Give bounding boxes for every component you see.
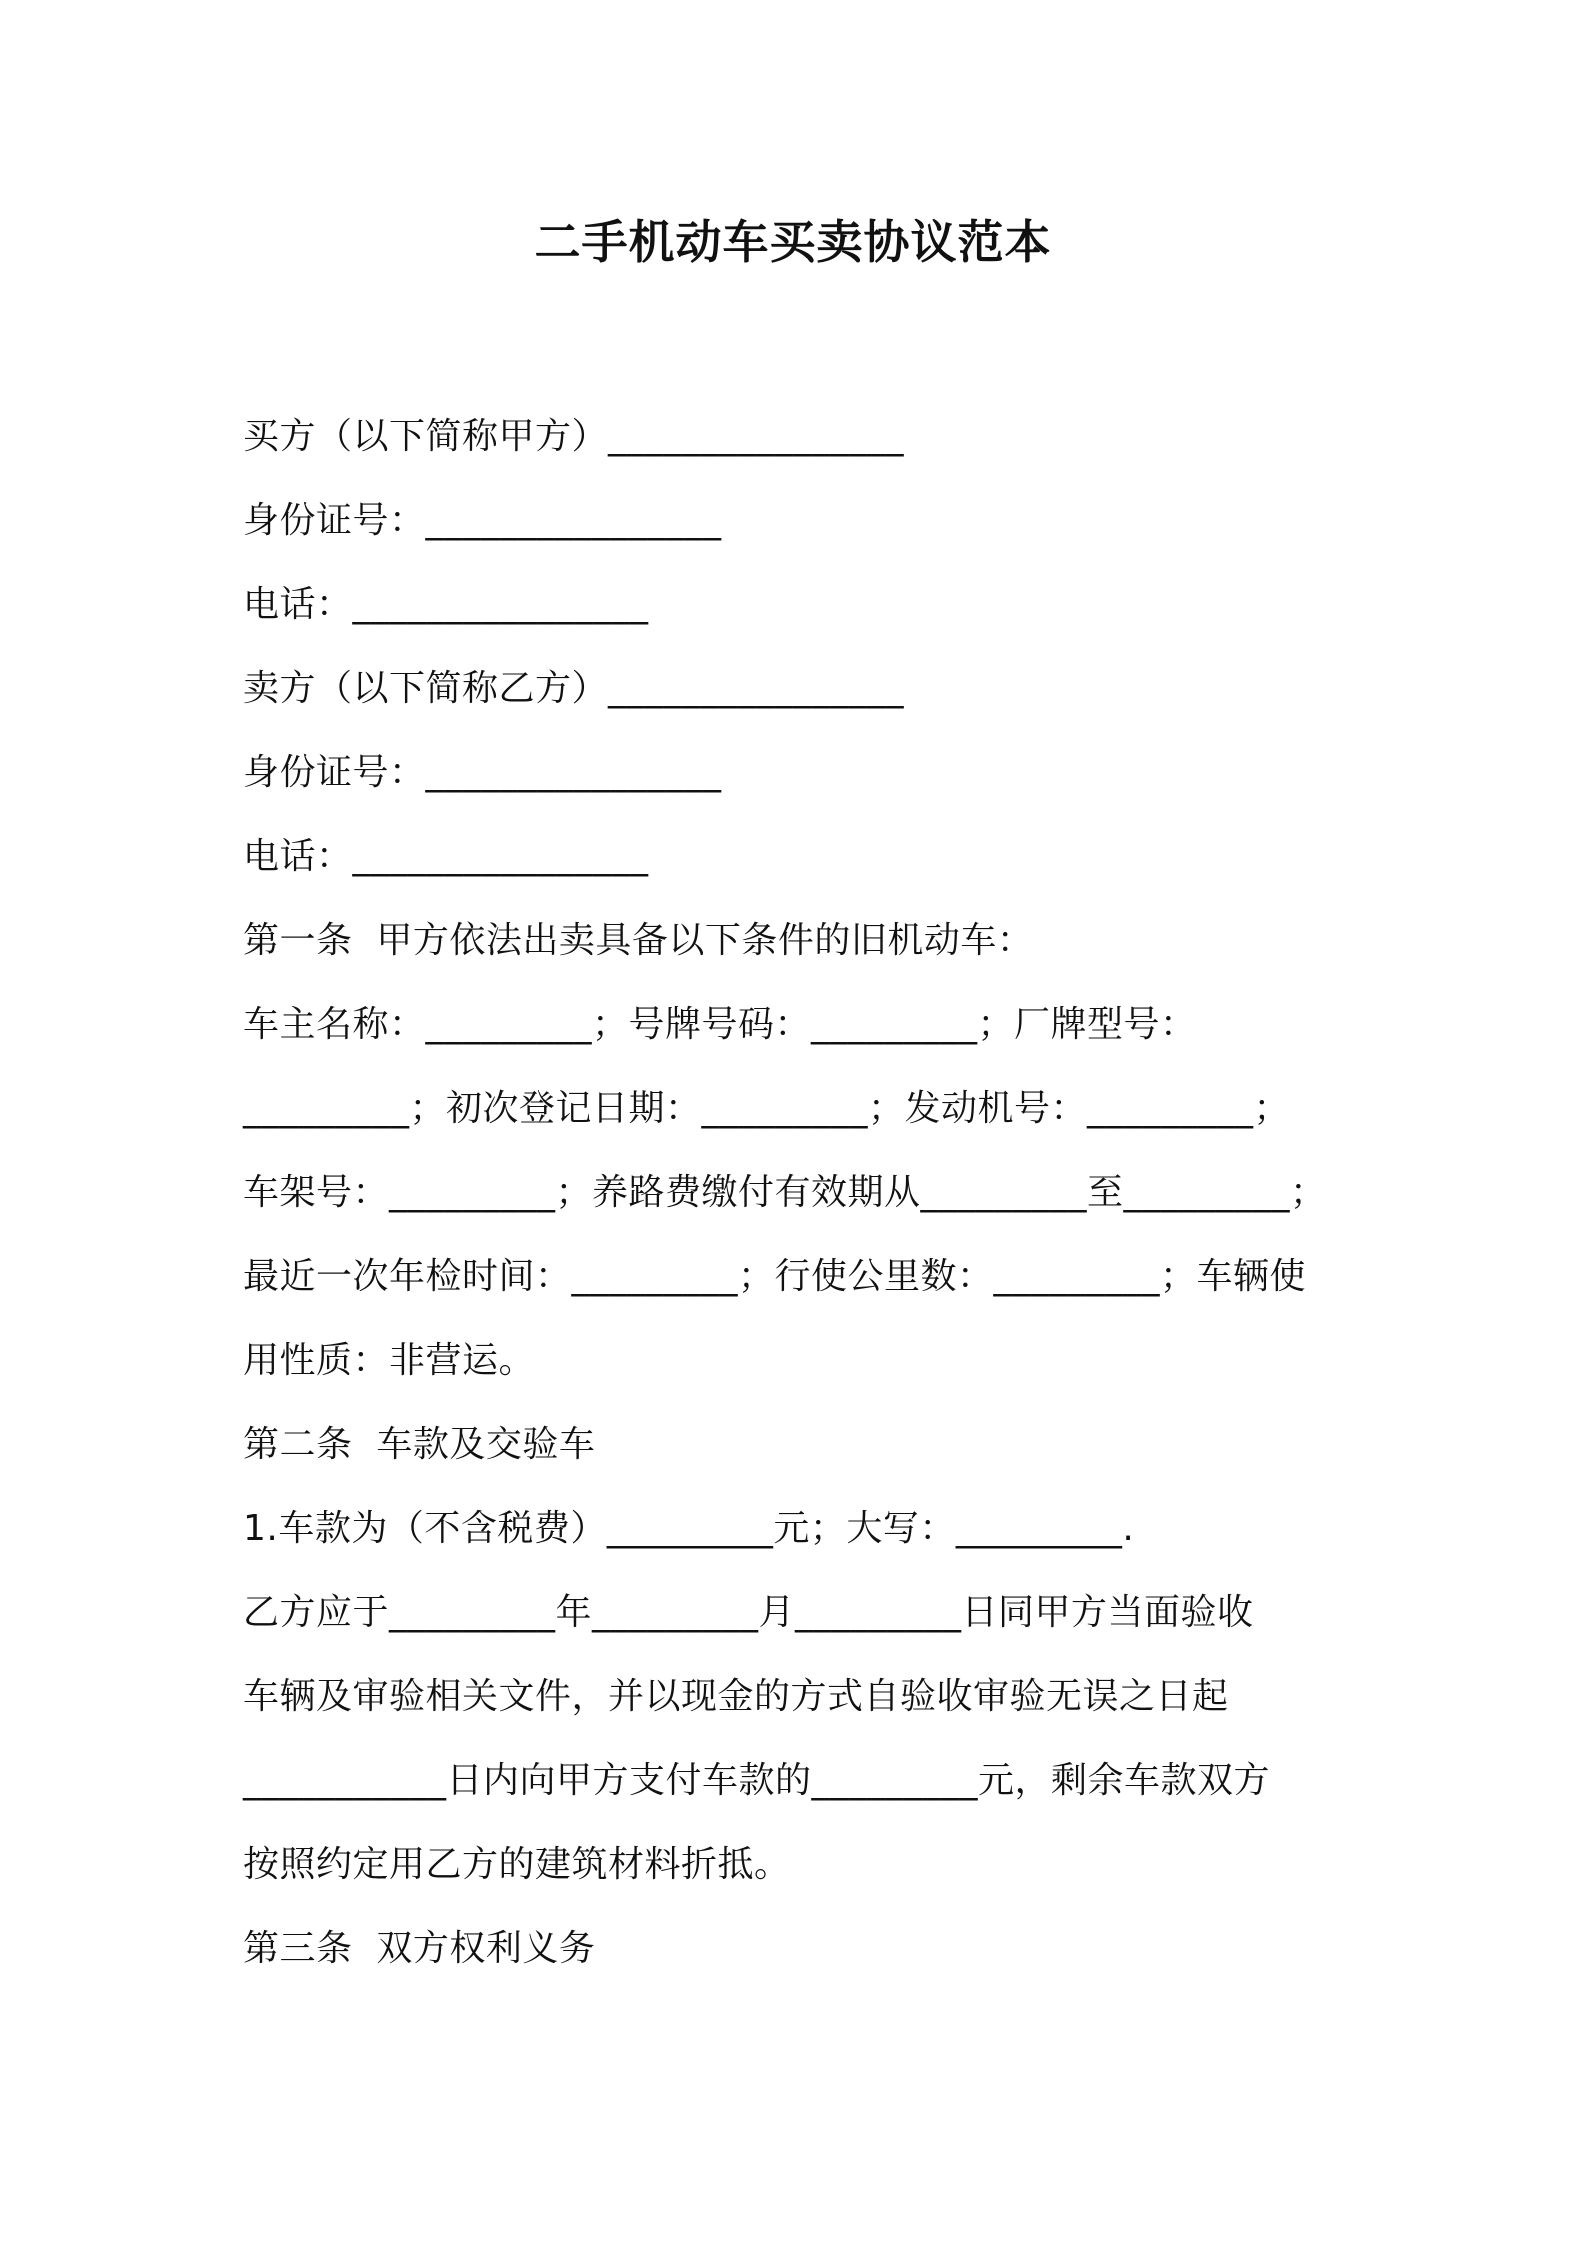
price-line: 1.车款为（不含税费）_________元；大写：_________. (243, 1508, 1135, 1549)
article-3-heading: 第三条 双方权利义务 (243, 1928, 596, 1969)
buyer-phone-line: 电话：________________ (243, 584, 649, 625)
article-2-heading: 第二条 车款及交验车 (243, 1424, 596, 1465)
vehicle-info-line-1: 车主名称：_________；号牌号码：_________；厂牌型号： (243, 1004, 1197, 1045)
payment-paragraph-line-3: ___________日内向甲方支付车款的_________元，剩余车款双方 (243, 1760, 1271, 1801)
buyer-name-line: 买方（以下简称甲方）________________ (243, 416, 905, 457)
payment-paragraph-line-4: 按照约定用乙方的建筑材料折抵。 (243, 1844, 791, 1885)
document-title: 二手机动车买卖协议范本 (534, 215, 1052, 269)
payment-paragraph-line-2: 车辆及审验相关文件，并以现金的方式自验收审验无误之日起 (243, 1676, 1229, 1717)
vehicle-info-line-4: 最近一次年检时间：_________；行使公里数：_________；车辆使 (243, 1256, 1307, 1297)
vehicle-info-line-5: 用性质：非营运。 (243, 1340, 536, 1381)
seller-name-line: 卖方（以下简称乙方）________________ (243, 668, 905, 709)
seller-id-line: 身份证号：________________ (243, 752, 722, 793)
buyer-id-line: 身份证号：________________ (243, 500, 722, 541)
article-1-heading: 第一条 甲方依法出卖具备以下条件的旧机动车： (243, 920, 1034, 961)
vehicle-info-line-3: 车架号：_________；养路费缴付有效期从_________至_________； (243, 1172, 1327, 1213)
seller-phone-line: 电话：________________ (243, 836, 649, 877)
payment-paragraph-line-1: 乙方应于_________年_________月_________日同甲方当面验收 (243, 1592, 1254, 1633)
vehicle-info-line-2: _________；初次登记日期：_________；发动机号：_________； (243, 1088, 1291, 1129)
